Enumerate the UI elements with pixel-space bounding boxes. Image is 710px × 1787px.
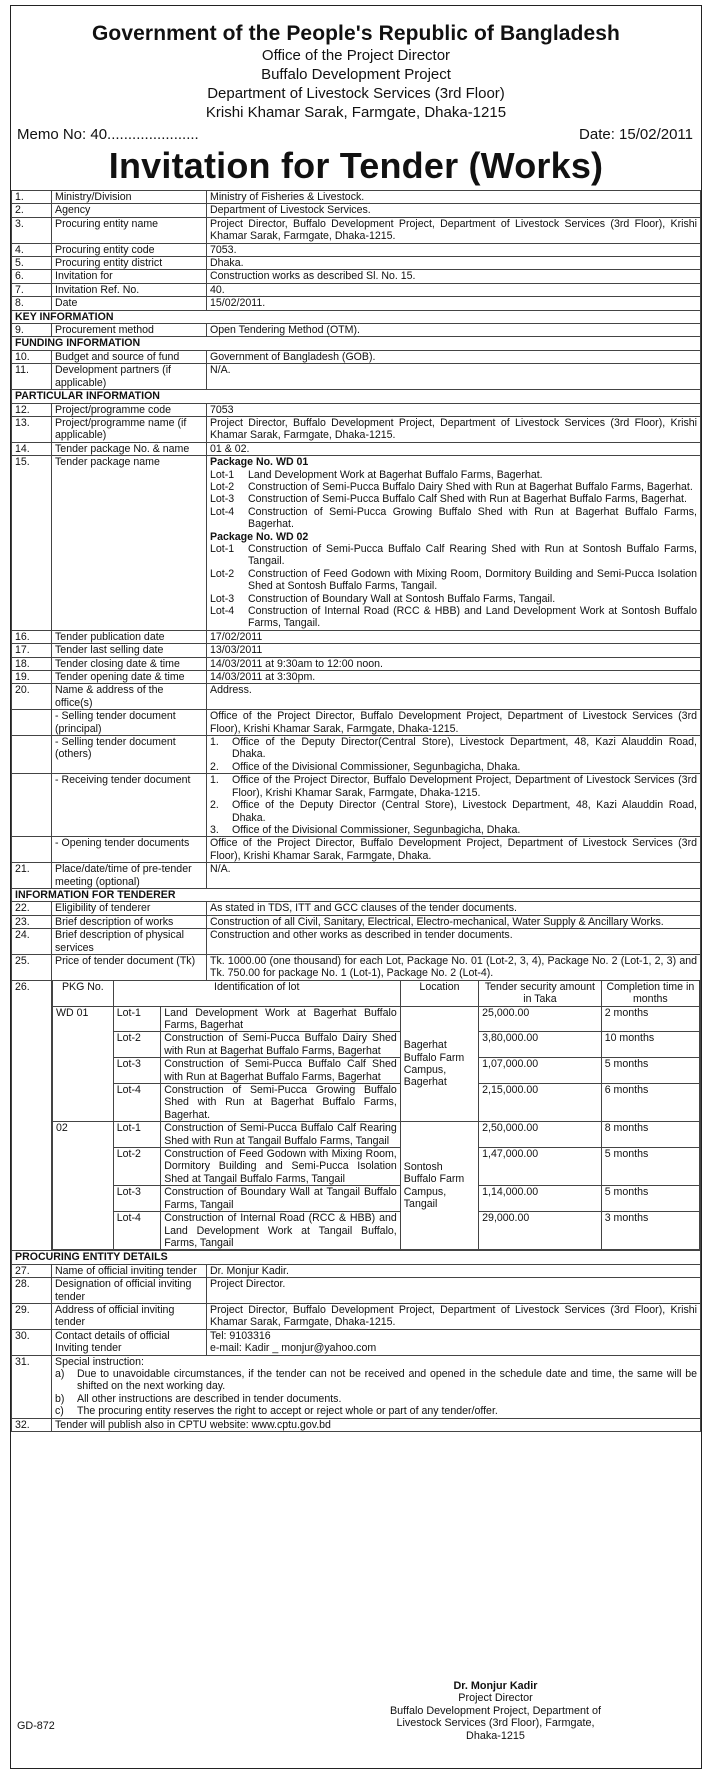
list-marker: 1.	[210, 774, 219, 787]
row-number: 9.	[12, 324, 52, 337]
row-label: Date	[52, 297, 207, 310]
project-line: Buffalo Development Project	[261, 66, 451, 83]
header-pkg: PKG No.	[53, 981, 114, 1006]
row-r16	[12, 630, 701, 643]
row-value: Department of Livestock Services.	[207, 204, 701, 217]
row-label: Invitation Ref. No.	[52, 283, 207, 296]
row-number: 16.	[12, 630, 52, 643]
row-number: 3.	[12, 217, 52, 243]
row-label: Eligibility of tenderer	[52, 902, 207, 915]
row-label: - Selling tender document (principal)	[52, 710, 207, 736]
row-label: Ministry/Division	[52, 191, 207, 204]
row-number: 28.	[12, 1278, 52, 1304]
lot-row	[53, 1212, 700, 1250]
row-number: 18.	[12, 657, 52, 670]
row-label: Tender closing date & time	[52, 657, 207, 670]
lot-number: Lot-3	[113, 1186, 160, 1212]
row-label: Brief description of physical services	[52, 929, 207, 955]
list-text: Construction of Semi-Pucca Growing Buffalo Shed with Run at Bagerhat Buffalo Farms, Bagerhat.	[248, 505, 697, 531]
row-value	[207, 774, 701, 837]
package-number: WD 01	[53, 1006, 114, 1122]
row-r26	[12, 980, 701, 1251]
memo-row	[11, 126, 701, 143]
row-number: 31.	[12, 1355, 52, 1418]
completion-time: 2 months	[601, 1006, 699, 1032]
row-label: Project/programme name (if applicable)	[52, 416, 207, 442]
row-number: 13.	[12, 416, 52, 442]
row-value: Address.	[207, 684, 701, 710]
section-title: PARTICULAR INFORMATION	[12, 390, 701, 403]
tender-security: 1,47,000.00	[479, 1148, 602, 1186]
row-value: 7053	[207, 403, 701, 416]
tender-security: 2,15,000.00	[479, 1084, 602, 1122]
row-label: Tender package name	[52, 456, 207, 631]
list-item	[210, 568, 697, 593]
header-time: Completion time in months	[601, 981, 699, 1006]
section-title: PROCURING ENTITY DETAILS	[12, 1251, 701, 1264]
lot-location: Bagerhat Buffalo Farm Campus, Bagerhat	[400, 1006, 478, 1122]
lot-row	[53, 1006, 700, 1032]
row-r29	[12, 1303, 701, 1329]
list-text: Due to unavoidable circumstances, if the tender can not be received and opened in the schedule date and time, the same will be shifted on the next working day.	[77, 1367, 697, 1393]
row-number: 6.	[12, 270, 52, 283]
section-heading	[12, 337, 701, 350]
row-value: Project Director, Buffalo Development Project, Department of Livestock Services (3rd Floor), Krishi Khamar Sarak, Farmgate, Dhaka-1215.	[207, 217, 701, 243]
row-r31	[12, 1355, 701, 1418]
row-value: Project Director, Buffalo Development Project, Department of Livestock Services (3rd Floor), Krishi Khamar Sarak, Farmgate, Dhaka-1215.	[207, 416, 701, 442]
row-value: Project Director.	[207, 1278, 701, 1304]
row-r5	[12, 257, 701, 270]
row-number: 24.	[12, 929, 52, 955]
lot-row	[53, 1186, 700, 1212]
row-number: 11.	[12, 364, 52, 390]
row-value: As stated in TDS, ITT and GCC clauses of the tender documents.	[207, 902, 701, 915]
row-number: 23.	[12, 915, 52, 928]
row-r20	[12, 684, 701, 710]
row-r3	[12, 217, 701, 243]
row-label: Address of official inviting tender	[52, 1303, 207, 1329]
lot-description: Construction of Semi-Pucca Growing Buffalo Shed with Run at Bagerhat Buffalo Farms, Bagerhat.	[161, 1084, 401, 1122]
section-heading	[12, 1251, 701, 1264]
list-item	[55, 1405, 697, 1417]
row-value: 13/03/2011	[207, 644, 701, 657]
list-text: All other instructions are described in tender documents.	[77, 1392, 342, 1405]
signatory-line3: Livestock Services (3rd Floor), Farmgate,	[396, 1717, 595, 1729]
list-item	[210, 736, 697, 761]
row-number: 30.	[12, 1329, 52, 1355]
row-number: 5.	[12, 257, 52, 270]
letterhead	[11, 22, 701, 122]
row-r4	[12, 243, 701, 256]
list-item	[210, 506, 697, 531]
row-label: Procurement method	[52, 324, 207, 337]
row-number: 29.	[12, 1303, 52, 1329]
row-number: 14.	[12, 442, 52, 455]
tender-security: 1,14,000.00	[479, 1186, 602, 1212]
list-marker: a)	[55, 1367, 65, 1380]
row-value: 15/02/2011.	[207, 297, 701, 310]
list-item	[210, 824, 697, 836]
row-value: 40.	[207, 283, 701, 296]
row-r27	[12, 1264, 701, 1277]
notice-title: Invitation for Tender (Works)	[108, 145, 604, 186]
lot-row	[53, 1084, 700, 1122]
row-label: Tender publication date	[52, 630, 207, 643]
row-r9	[12, 324, 701, 337]
lot-description: Construction of Semi-Pucca Buffalo Dairy Shed with Run at Bagerhat Buffalo Farms, Bagerhat	[161, 1032, 401, 1058]
row-r22	[12, 902, 701, 915]
tender-table	[11, 190, 701, 1432]
row-r19	[12, 671, 701, 684]
row-value: 01 & 02.	[207, 442, 701, 455]
row-value: Tk. 1000.00 (one thousand) for each Lot, Package No. 01 (Lot-2, 3, 4), Package No. 2 (Lot-1, 2, 3) and Tk. 750.00 for package No. 1 (Lot-1), Package No. 2 (Lot-4).	[207, 954, 701, 980]
row-label: Name & address of the office(s)	[52, 684, 207, 710]
row-r7	[12, 283, 701, 296]
row-value: Ministry of Fisheries & Livestock.	[207, 191, 701, 204]
row-label: Place/date/time of pre-tender meeting (optional)	[52, 863, 207, 889]
package-number: 02	[53, 1122, 114, 1250]
list-text: Office of the Divisional Commissioner, Segunbagicha, Dhaka.	[232, 823, 521, 836]
row-label: Price of tender document (Tk)	[52, 954, 207, 980]
special-instruction-label: Special instruction:	[55, 1355, 144, 1368]
package-wd02-title: Package No. WD 02	[210, 530, 309, 543]
row-r13	[12, 416, 701, 442]
row-r21	[12, 863, 701, 889]
row-r14	[12, 442, 701, 455]
row-label: Invitation for	[52, 270, 207, 283]
website-note: Tender will publish also in CPTU website: www.cptu.gov.bd	[52, 1418, 701, 1431]
list-text: Office of the Divisional Commissioner, Segunbagicha, Dhaka.	[232, 760, 521, 773]
lots-table	[52, 981, 700, 1251]
row-number: 27.	[12, 1264, 52, 1277]
row-number	[12, 736, 52, 774]
row-label: Name of official inviting tender	[52, 1264, 207, 1277]
row-label: Agency	[52, 204, 207, 217]
completion-time: 5 months	[601, 1058, 699, 1084]
list-marker: 3.	[210, 823, 219, 836]
lot-description: Construction of Semi-Pucca Buffalo Calf Rearing Shed with Run at Tangail Buffalo Farms, Tangail	[161, 1122, 401, 1148]
signatory-line2: Buffalo Development Project, Department of	[389, 1704, 601, 1717]
lot-row	[53, 1032, 700, 1058]
row-value: Office of the Project Director, Buffalo Development Project, Department of Livestock Services (3rd Floor), Krishi Khamar Sarak, Farmgate, Dhaka-1215.	[207, 710, 701, 736]
contact-email: e-mail: Kadir _ monjur@yahoo.com	[210, 1342, 377, 1355]
list-text: Construction of Boundary Wall at Sontosh Buffalo Farms, Tangail.	[248, 592, 556, 605]
lot-number: Lot-2	[113, 1032, 160, 1058]
row-number: 22.	[12, 902, 52, 915]
list-marker: 2.	[210, 799, 219, 812]
list-text: Construction of Internal Road (RCC & HBB) and Land Development Work at Sontosh Buffalo Farms, Tangail.	[248, 605, 697, 630]
lots-cell	[52, 980, 701, 1251]
row-r2	[12, 204, 701, 217]
completion-time: 10 months	[601, 1032, 699, 1058]
list-item	[210, 493, 697, 505]
lot-number: Lot-4	[113, 1084, 160, 1122]
row-r10	[12, 350, 701, 363]
row-r8	[12, 297, 701, 310]
row-number	[12, 837, 52, 863]
row-number: 2.	[12, 204, 52, 217]
row-label: Procuring entity code	[52, 243, 207, 256]
row-r12	[12, 403, 701, 416]
list-marker: Lot-4	[210, 505, 235, 518]
row-label: Development partners (if applicable)	[52, 364, 207, 390]
list-text: Construction of Semi-Pucca Buffalo Calf Shed with Run at Bagerhat Buffalo Farms, Bagerhat.	[248, 493, 687, 506]
row-value: N/A.	[207, 364, 701, 390]
row-label: Project/programme code	[52, 403, 207, 416]
lot-number: Lot-4	[113, 1212, 160, 1250]
row-label: Tender package No. & name	[52, 442, 207, 455]
lots-header	[53, 981, 700, 1006]
lot-description: Construction of Boundary Wall at Tangail Buffalo Farms, Tangail	[161, 1186, 401, 1212]
lot-location: Sontosh Buffalo Farm Campus, Tangail	[400, 1122, 478, 1250]
row-value: Dhaka.	[207, 257, 701, 270]
row-r32	[12, 1418, 701, 1431]
list-text: Land Development Work at Bagerhat Buffalo Farms, Bagerhat.	[248, 468, 543, 481]
row-value: 7053.	[207, 243, 701, 256]
package-wd01-title: Package No. WD 01	[210, 456, 309, 469]
list-item	[55, 1368, 697, 1393]
tender-security: 3,80,000.00	[479, 1032, 602, 1058]
contact-phone: Tel: 9103316	[210, 1329, 271, 1342]
special-instruction	[52, 1355, 701, 1418]
completion-time: 3 months	[601, 1212, 699, 1250]
row-number: 20.	[12, 684, 52, 710]
row-value	[207, 1329, 701, 1355]
list-item	[210, 469, 697, 481]
signature-block	[390, 1680, 601, 1743]
list-marker: Lot-3	[210, 592, 235, 605]
row-number	[12, 710, 52, 736]
row-value	[207, 456, 701, 631]
list-text: Construction of Semi-Pucca Buffalo Calf Rearing Shed with Run at Sontosh Buffalo Farms, Tangail.	[248, 542, 697, 568]
lot-description: Construction of Feed Godown with Mixing Room, Dormitory Building and Semi-Pucca Isolation Shed at Tangail Buffalo Farms, Tangail	[161, 1148, 401, 1186]
row-number: 25.	[12, 954, 52, 980]
list-item	[210, 593, 697, 605]
row-value: N/A.	[207, 863, 701, 889]
signatory-name: Dr. Monjur Kadir	[453, 1679, 538, 1692]
list-text: Office of the Deputy Director(Central Store), Livestock Department, 48, Kazi Alauddin Road, Dhaka.	[232, 736, 697, 761]
memo-number: Memo No: 40......................	[17, 126, 199, 143]
header-lot-id: Identification of lot	[113, 981, 400, 1006]
section-heading	[12, 390, 701, 403]
row-number: 1.	[12, 191, 52, 204]
lot-row	[53, 1122, 700, 1148]
list-marker: Lot-4	[210, 605, 235, 617]
tender-security: 29,000.00	[479, 1212, 602, 1250]
section-title: INFORMATION FOR TENDERER	[12, 888, 701, 901]
list-item	[210, 605, 697, 630]
row-label: Tender opening date & time	[52, 671, 207, 684]
lot-description: Construction of Semi-Pucca Buffalo Calf Shed with Run at Bagerhat Buffalo Farms, Bagerhat	[161, 1058, 401, 1084]
row-value: Government of Bangladesh (GOB).	[207, 350, 701, 363]
list-text: Office of the Deputy Director (Central Store), Livestock Department, 48, Kazi Alauddin Road, Dhaka.	[232, 799, 697, 824]
list-text: Construction of Feed Godown with Mixing Room, Dormitory Building and Semi-Pucca Isolation Shed at Sontosh Buffalo Farms, Tangail.	[248, 567, 697, 593]
department-line: Department of Livestock Services (3rd Floor)	[207, 85, 505, 102]
section-title: FUNDING INFORMATION	[12, 337, 701, 350]
row-label: Budget and source of fund	[52, 350, 207, 363]
row-r11	[12, 364, 701, 390]
row-r20c	[12, 774, 701, 837]
header-security: Tender security amount in Taka	[479, 981, 602, 1006]
memo-date: Date: 15/02/2011	[579, 126, 693, 143]
row-r28	[12, 1278, 701, 1304]
list-item	[210, 774, 697, 799]
list-marker: Lot-2	[210, 480, 235, 493]
row-value: Construction and other works as described in tender documents.	[207, 929, 701, 955]
completion-time: 6 months	[601, 1084, 699, 1122]
section-title: KEY INFORMATION	[12, 310, 701, 323]
row-r23	[12, 915, 701, 928]
row-r15	[12, 456, 701, 631]
address-line: Krishi Khamar Sarak, Farmgate, Dhaka-1215	[205, 104, 507, 121]
list-text: Office of the Project Director, Buffalo Development Project, Department of Livestock Services (3rd Floor), Krishi Khamar Sarak, Farmgate, Dhaka-1215.	[232, 774, 697, 799]
row-number: 32.	[12, 1418, 52, 1431]
tender-security: 2,50,000.00	[479, 1122, 602, 1148]
list-item	[55, 1393, 697, 1405]
section-heading	[12, 888, 701, 901]
row-label: Procuring entity district	[52, 257, 207, 270]
row-r20d	[12, 837, 701, 863]
row-label: - Receiving tender document	[52, 774, 207, 837]
list-marker: Lot-2	[210, 567, 235, 580]
signatory-title: Project Director	[458, 1692, 533, 1704]
list-marker: Lot-1	[210, 542, 235, 555]
section-heading	[12, 310, 701, 323]
list-text: The procuring entity reserves the right to accept or reject whole or part of any tender/offer.	[77, 1405, 498, 1418]
lot-number: Lot-3	[113, 1058, 160, 1084]
row-r30	[12, 1329, 701, 1355]
row-number: 10.	[12, 350, 52, 363]
row-r25	[12, 954, 701, 980]
row-number: 12.	[12, 403, 52, 416]
lot-number: Lot-1	[113, 1122, 160, 1148]
row-number: 21.	[12, 863, 52, 889]
row-value: 14/03/2011 at 3:30pm.	[207, 671, 701, 684]
lot-description: Land Development Work at Bagerhat Buffalo Farms, Bagerhat	[161, 1006, 401, 1032]
lot-row	[53, 1058, 700, 1084]
row-number	[12, 774, 52, 837]
header-location: Location	[400, 981, 478, 1006]
row-r20a	[12, 710, 701, 736]
row-label: Procuring entity name	[52, 217, 207, 243]
row-number: 17.	[12, 644, 52, 657]
completion-time: 5 months	[601, 1186, 699, 1212]
tender-security: 25,000.00	[479, 1006, 602, 1032]
lot-description: Construction of Internal Road (RCC & HBB) and Land Development Work at Tangail Buffalo, Farms, Tangail	[161, 1212, 401, 1250]
list-marker: b)	[55, 1392, 65, 1405]
list-item	[210, 761, 697, 773]
row-r17	[12, 644, 701, 657]
lot-row	[53, 1148, 700, 1186]
completion-time: 5 months	[601, 1148, 699, 1186]
row-value: Open Tendering Method (OTM).	[207, 324, 701, 337]
footer-code: GD-872	[17, 1720, 55, 1732]
list-marker: Lot-3	[210, 493, 235, 506]
list-marker: c)	[55, 1405, 64, 1418]
row-r6	[12, 270, 701, 283]
lot-number: Lot-2	[113, 1148, 160, 1186]
signatory-line4: Dhaka-1215	[466, 1729, 525, 1742]
list-item	[210, 799, 697, 824]
row-number: 19.	[12, 671, 52, 684]
row-number: 15.	[12, 456, 52, 631]
list-marker: 1.	[210, 736, 219, 749]
row-r24	[12, 929, 701, 955]
tender-notice	[10, 5, 702, 1769]
list-text: Construction of Semi-Pucca Buffalo Dairy Shed with Run at Bagerhat Buffalo Farms, Bagerhat.	[248, 480, 693, 493]
row-label: Tender last selling date	[52, 644, 207, 657]
row-label: Brief description of works	[52, 915, 207, 928]
row-number: 4.	[12, 243, 52, 256]
list-marker: 2.	[210, 760, 219, 773]
row-r1	[12, 191, 701, 204]
row-value: Construction works as described Sl. No. 15.	[207, 270, 701, 283]
tender-security: 1,07,000.00	[479, 1058, 602, 1084]
list-item	[210, 543, 697, 568]
row-value	[207, 736, 701, 774]
row-r20b	[12, 736, 701, 774]
row-number: 8.	[12, 297, 52, 310]
row-value: 14/03/2011 at 9:30am to 12:00 noon.	[207, 657, 701, 670]
row-value: 17/02/2011	[207, 630, 701, 643]
row-r18	[12, 657, 701, 670]
list-item	[210, 481, 697, 493]
office-line: Office of the Project Director	[261, 47, 451, 64]
row-value: Project Director, Buffalo Development Project, Department of Livestock Services (3rd Floor), Krishi Khamar Sarak, Farmgate, Dhaka-1215.	[207, 1303, 701, 1329]
row-label: - Opening tender documents	[52, 837, 207, 863]
row-number: 26.	[12, 980, 52, 1251]
row-value: Office of the Project Director, Buffalo Development Project, Department of Livestock Services (3rd Floor), Krishi Khamar Sarak, Farmgate, Dhaka.	[207, 837, 701, 863]
lot-number: Lot-1	[113, 1006, 160, 1032]
government-heading: Government of the People's Republic of Bangladesh	[92, 22, 620, 45]
row-label: - Selling tender document (others)	[52, 736, 207, 774]
row-value: Dr. Monjur Kadir.	[207, 1264, 701, 1277]
row-number: 7.	[12, 283, 52, 296]
list-marker: Lot-1	[210, 468, 235, 481]
row-label: Designation of official inviting tender	[52, 1278, 207, 1304]
row-label: Contact details of official Inviting tender	[52, 1329, 207, 1355]
completion-time: 8 months	[601, 1122, 699, 1148]
row-value: Construction of all Civil, Sanitary, Electrical, Electro-mechanical, Water Supply & Ancillary Works.	[207, 915, 701, 928]
